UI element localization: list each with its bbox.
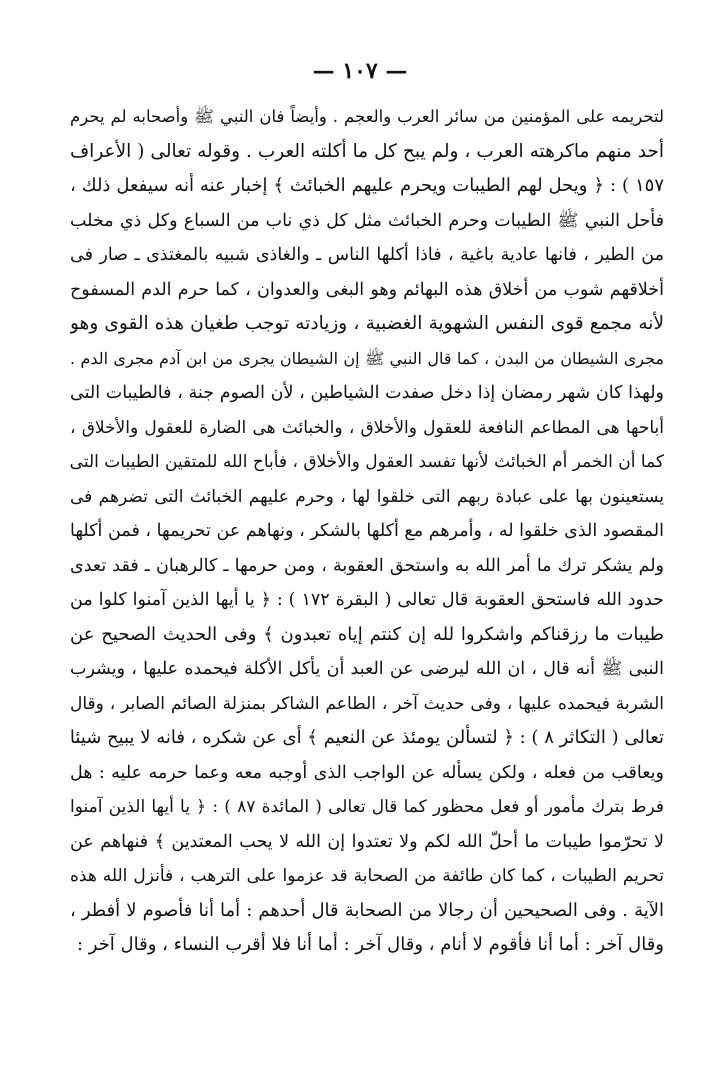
text-line: الشربة فيحمده عليها ، وفى حديث آخر ، الطاعم الشاكر بمنزلة الصائم الصابر ، وقال [70,693,664,714]
text-line: لأنه مجمع قوى النفس الشهوية الغضبية ، وزيادته توجب طغيان هذه القوى وهو [70,313,664,334]
text-line: المقصود الذى خلقوا له ، وأمرهم مع أكلها بالشكر ، ونهاهم عن تحريمها ، فمن أكلها [70,521,664,541]
text-line: تحريم الطيبات ، كما كان طائفة من الصحابة قد عزموا على الترهب ، فأنزل الله هذه [70,866,664,886]
text-line: النبى ﷺ أنه قال ، ان الله ليرضى عن العبد أن يأكل الأكلة فيحمده عليها ، ويشرب [70,659,664,679]
text-line: كما أن الخمر أم الخبائث لأنها تفسد العقول والأخلاق ، فأباح الله للمتقين الطيبات التى [70,452,664,472]
text-line: مجرى الشيطان من البدن ، كما قال النبي ﷺ إن الشيطان يجرى من ابن آدم مجرى الدم . [70,348,664,368]
text-line: ١٥٧ ) : ﴿ ويحل لهم الطيبات ويحرم عليهم الخبائث ﴾ إخبار عنه أنه سيفعل ذلك ، [70,175,664,196]
text-line: طيبات ما رزقناكم واشكروا لله إن كنتم إياه تعبدون ﴾ وفى الحديث الصحيح عن [70,623,664,645]
text-line: أخلاقهم شوب من أخلاق هذه البهائم وهو البغى والعدوان ، كما حرم الدم المسفوح [70,279,664,300]
text-line: أحد منهم ماكرهته العرب ، ولم يبح كل ما أكلته العرب . وقوله تعالى ( الأعراف [70,140,664,162]
text-line: الآية . وفى الصحيحين أن رجالا من الصحابة قال أحدهم : أما أنا فأصوم لا أفطر ، [70,899,664,921]
text-line: لتحريمه على المؤمنين من سائر العرب والعجم . وأيضاً فان النبي ﷺ وأصحابه لم يحرم [70,107,664,126]
text-line: ويعاقب من فعله ، ولكن يسأله عن الواجب الذى أوجبه معه وعما حرمه عليه : هل [70,762,664,783]
text-line: لا تحرّموا طيبات ما أحلّ الله لكم ولا تعتدوا إن الله لا يحب المعتدين ﴾ فنهاهم عن [70,831,664,852]
text-line: ولهذا كان شهر رمضان إذا دخل صفدت الشياطين ، لأن الصوم جنة ، فالطيبات التى [70,383,664,403]
text-line: تعالى ( التكاثر ٨ ) : ﴿ لتسألن يومئذ عن النعيم ﴾ أى عن شكره ، فانه لا يبيح شيئا [70,727,664,748]
body-text [70,100,664,963]
text-line: ولم يشكر ترك ما أمر الله به واستحق العقوبة ، ومن حرمها ـ كالرهبان ـ فقد تعدى [70,555,664,576]
text-line: فأحل النبي ﷺ الطيبات وحرم الخبائث مثل كل ذي ناب من السباع وكل ذي مخلب [70,210,664,231]
text-line: من الطير ، فانها عادية باغية ، فاذا أكلها الناس ـ والغاذى شبيه بالمغتذى ـ صار فى [70,245,664,265]
page-number: — ١٠٧ — [312,58,408,84]
text-line: وقال آخر : أما أنا فأقوم لا أنام ، وقال آخر : أما أنا فلا أقرب النساء ، وقال آخر : [76,934,664,955]
text-line: أباحها هى المطاعم النافعة للعقول والأخلاق ، والخبائث هى الضارة للعقول والأخلاق ، [70,417,664,438]
text-line: فرط بترك مأمور أو فعل محظور كما قال تعالى ( المائدة ٨٧ ) : ﴿ يا أيها الذين آمنوا [70,797,664,817]
text-line: حدود الله فاستحق العقوبة قال تعالى ( البقرة ١٧٢ ) : ﴿ يا أيها الذين آمنوا كلوا من [70,590,664,610]
text-line: يستعينون بها على عبادة ربهم التى خلقوا لها ، وحرم عليهم الخبائث التى تضرهم فى [70,486,664,507]
